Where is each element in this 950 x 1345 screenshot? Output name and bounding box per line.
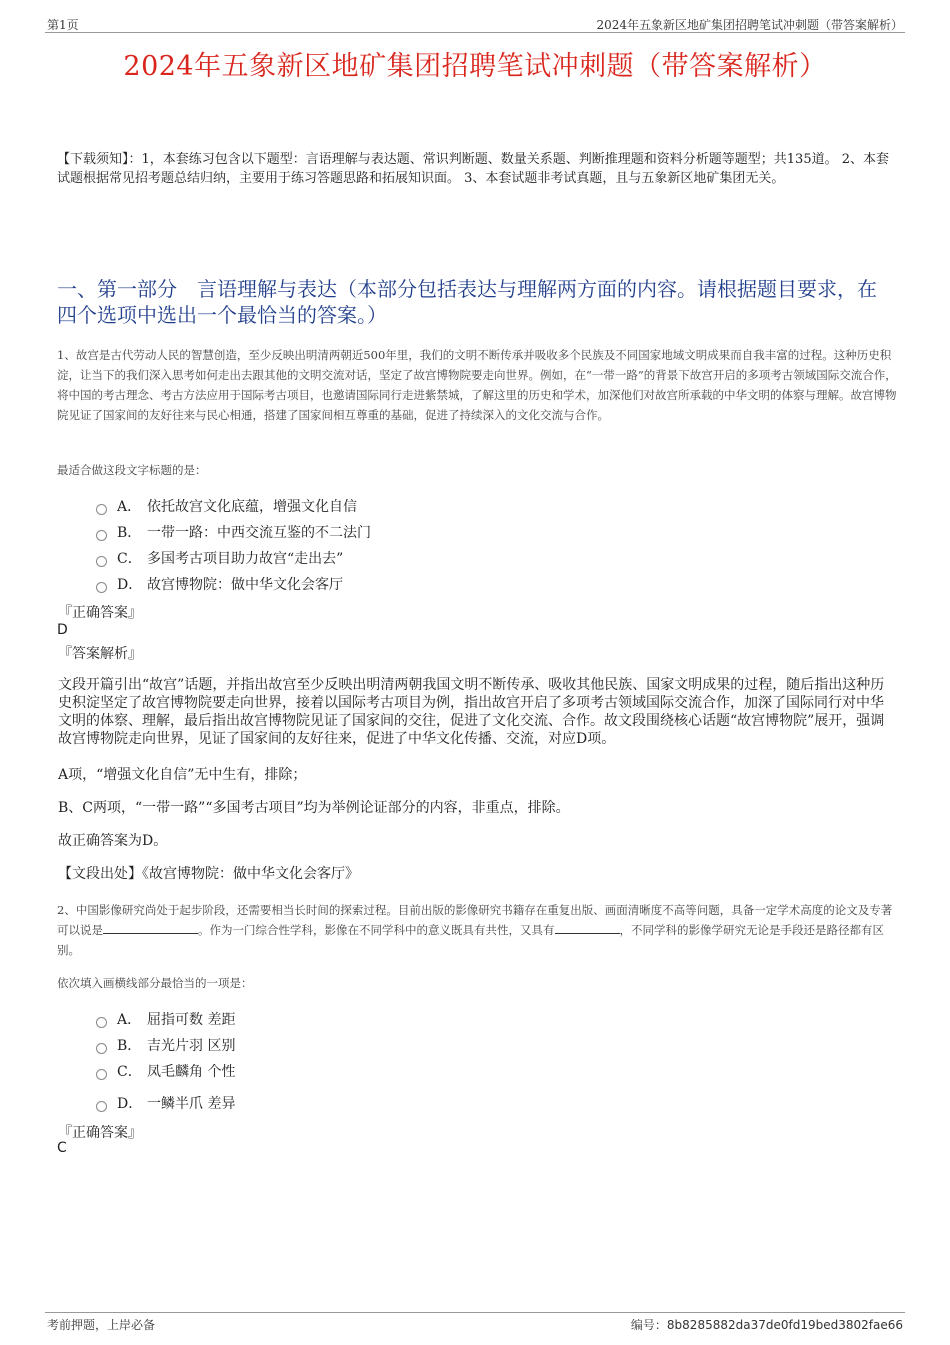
question-1-prompt: 最适合做这段文字标题的是：	[57, 463, 207, 477]
q1-option-a[interactable]: A． 依托故宫文化底蕴，增强文化自信	[96, 493, 371, 519]
q1-answer: D	[57, 622, 68, 638]
q2-option-c[interactable]: C． 凤毛麟角 个性	[96, 1058, 235, 1084]
footer-slogan: 考前押题，上岸必备	[47, 1318, 156, 1332]
fill-blank-2[interactable]	[555, 921, 620, 934]
q2-answer-label: 『正确答案』	[58, 1125, 142, 1141]
download-notice: 【下载须知】：1，本套练习包含以下题型：言语理解与表达题、常识判断题、数量关系题、判断推理题和资料分析题等题型；共135道。 2、本套试题根据常见招考题总结归纳，主要用于练习答题思路和拓展知识面。 3、本套试题非考试真题，且与五象新区地矿集团无关。	[57, 152, 889, 186]
page-header	[45, 14, 905, 33]
q1-analysis-label: 『答案解析』	[58, 646, 142, 662]
radio-icon[interactable]	[96, 556, 107, 567]
q1-analysis-paragraph: 文段开篇引出“故宫”话题，并指出故宫至少反映出明清两朝我国文明不断传承、吸收其他民族、国家文明成果的过程，随后指出这种历史积淀坚定了故宫博物院要走向世界，接着以国际考古项目为例，指出故宫开启了多项考古领域国际交流合作，加深了国际同行对中华文明的体察、理解，最后指出故宫博物院见证了国家间的交往，促进了文化交流、合作。故文段围绕核心话题“故宫博物院”展开，强调故宫博物院走向世界，见证了国家间的友好往来，促进了中华文化传播、交流，对应D项。	[58, 677, 885, 747]
fill-blank-1[interactable]	[103, 921, 198, 934]
q1-option-d[interactable]: D． 故宫博物院：做中华文化会客厅	[96, 571, 371, 597]
question-2-text: 2、中国影像研究尚处于起步阶段，还需要相当长时间的探索过程。目前出版的影像研究书籍存在重复出版、画面清晰度不高等问题，具备一定学术高度的论文及专著可以说是 。作为一门综合性学科，影像在不同学科中的意义既具有共性，又具有 ，不同学科的影像学研究无论是手段还是路径都有区别。	[57, 903, 893, 957]
radio-icon[interactable]	[96, 1069, 107, 1080]
question-2-prompt: 依次填入画横线部分最恰当的一项是：	[57, 976, 253, 990]
q2-answer: C	[57, 1140, 67, 1156]
q1-option-c[interactable]: C． 多国考古项目助力故宫“走出去”	[96, 545, 371, 571]
question-1-text: 1、故宫是古代劳动人民的智慧创造，至少反映出明清两朝近500年里，我们的文明不断传承并吸收多个民族及不同国家地域文明成果而自我丰富的过程。这种历史积淀，让当下的我们深入思考如何走出去跟其他的文明交流对话，坚定了故宫博物院要走向世界。例如，在“一带一路”的背景下故宫开启的多项考古领域国际交流合作，将中国的考古理念、考古方法应用于国际考古项目，也邀请国际同行走进紫禁城，了解这里的历史和学术，加深他们对故宫所承载的中华文明的体察与理解。故宫博物院见证了国家间的友好往来与民心相通，搭建了国家间相互尊重的基础，促进了持续深入的文化交流与合作。	[57, 348, 897, 422]
q1-source: 【文段出处】《故宫博物院：做中华文化会客厅》	[58, 866, 359, 882]
q1-answer-label: 『正确答案』	[58, 605, 142, 621]
page-number: 第1页	[47, 18, 79, 32]
question-2-options	[96, 1006, 235, 1116]
q1-analysis-option-bc: B、C两项，“一带一路”“多国考古项目”均为举例论证部分的内容，非重点，排除。	[58, 800, 570, 816]
section-title: 一、第一部分 言语理解与表达（本部分包括表达与理解两方面的内容。请根据题目要求，在四个选项中选出一个最恰当的答案。）	[57, 277, 877, 327]
radio-icon[interactable]	[96, 1017, 107, 1028]
radio-icon[interactable]	[96, 1101, 107, 1112]
radio-icon[interactable]	[96, 530, 107, 541]
q2-option-b[interactable]: B． 吉光片羽 区别	[96, 1032, 235, 1058]
radio-icon[interactable]	[96, 582, 107, 593]
q1-analysis-conclusion: 故正确答案为D。	[58, 833, 168, 849]
q2-option-a[interactable]: A． 屈指可数 差距	[96, 1006, 235, 1032]
header-doc-title: 2024年五象新区地矿集团招聘笔试冲刺题（带答案解析）	[596, 18, 903, 32]
q2-option-d[interactable]: D． 一鳞半爪 差异	[96, 1090, 235, 1116]
footer-code: 编号：8b8285882da37de0fd19bed3802fae66	[630, 1318, 903, 1332]
radio-icon[interactable]	[96, 1043, 107, 1054]
question-1-options	[96, 493, 371, 597]
page-footer	[45, 1312, 905, 1333]
document-title: 2024年五象新区地矿集团招聘笔试冲刺题（带答案解析）	[123, 51, 827, 82]
radio-icon[interactable]	[96, 504, 107, 515]
q1-analysis-option-a: A项，“增强文化自信”无中生有，排除；	[58, 767, 307, 783]
q1-option-b[interactable]: B． 一带一路：中西交流互鉴的不二法门	[96, 519, 371, 545]
